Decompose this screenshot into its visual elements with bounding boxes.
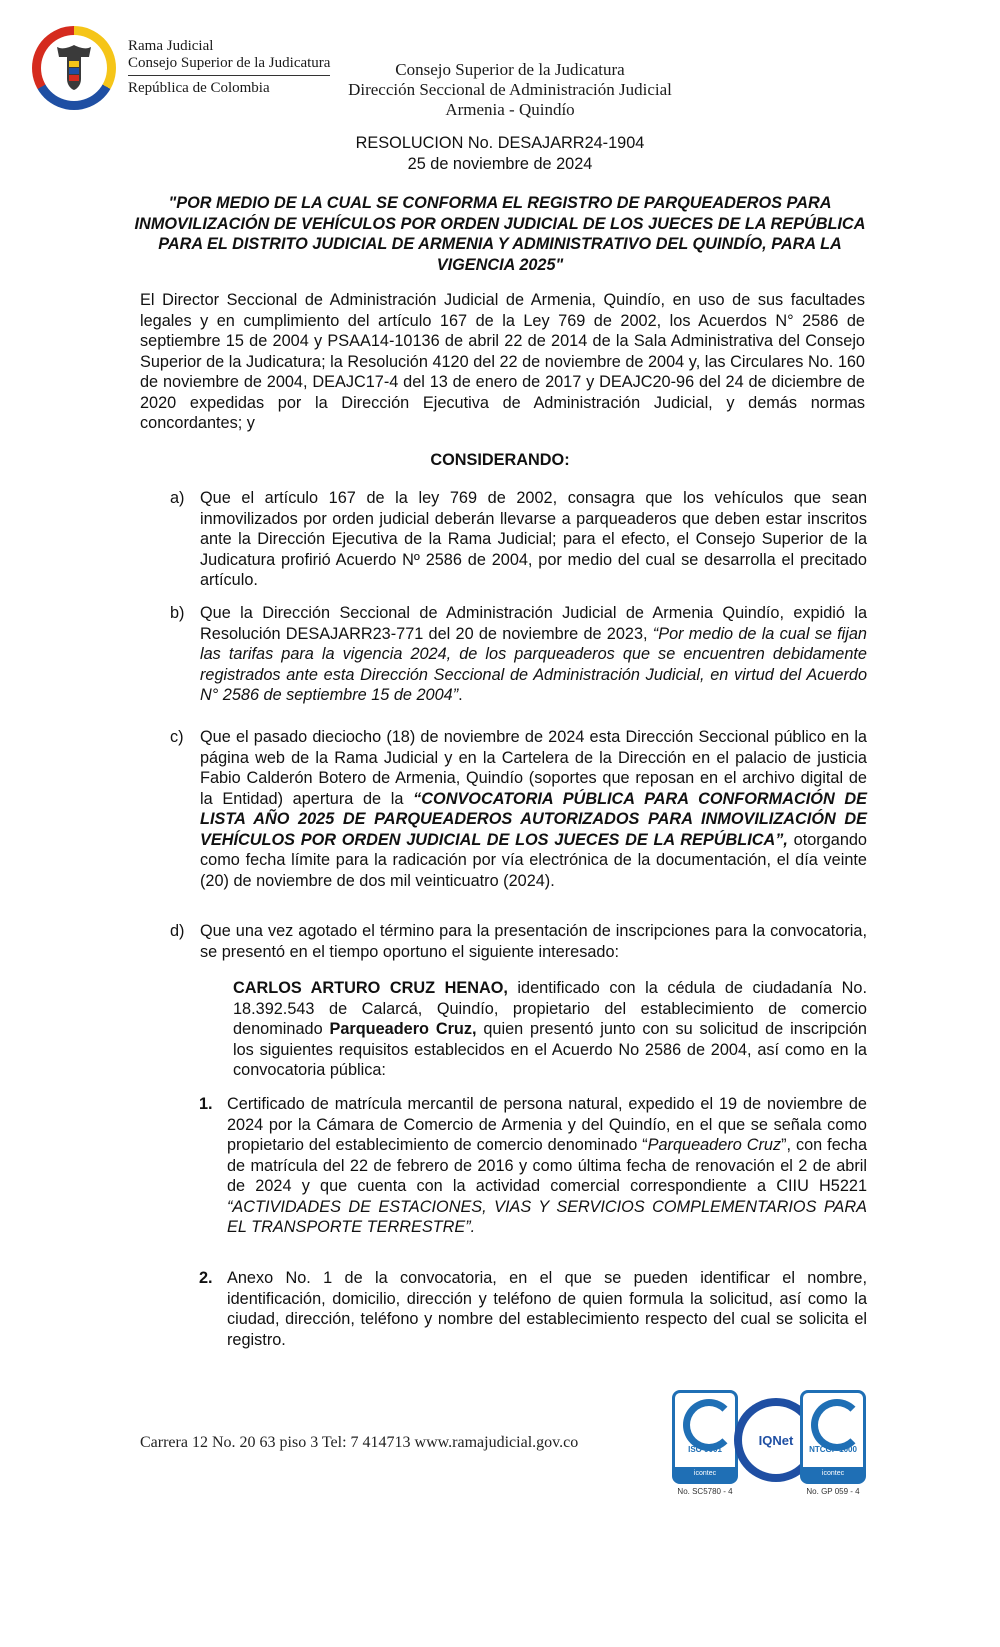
rama-judicial-logo <box>32 26 342 116</box>
item-marker: a) <box>170 489 185 507</box>
requirement-italic-part: “ACTIVIDADES DE ESTACIONES, VIAS Y SERVICIOS COMPLEMENTARIOS PARA EL TRANSPORTE TERRESTRE”. <box>227 1197 867 1236</box>
considerando-item-a <box>170 488 867 591</box>
coat-of-arms-icon <box>32 26 116 110</box>
requirement-text-part: Certificado de matrícula mercantil de persona natural, expedido el 19 de noviembre de 2024 por la Cámara de Comercio de Armenia y del Quindío, en el que se señala como propietario del establecimiento de comercio denominado “ <box>227 1095 867 1154</box>
item-text-end: . <box>458 686 463 704</box>
title-text: POR MEDIO DE LA CUAL SE CONFORMA EL REGISTRO DE PARQUEADEROS PARA INMOVILIZACIÓN DE VEHÍCULOS POR ORDEN JUDICIAL DE LOS JUECES DE LA REPÚBLICA PARA EL DISTRITO JUDICIAL DE ARMENIA Y ADMINISTRATIVO DEL QUINDÍO, PARA LA VIGENCIA 2025 <box>134 194 866 274</box>
item-text-plain: Que el pasado dieciocho (18) de noviembre de 2024 esta Dirección Seccional público en la página web de la Rama Judicial y en la Cartelera de la Dirección en el palacio de justicia Fabio Calderón Botero de Armenia, Quindío (soportes que reposan en el archivo digital de la Entidad) apertura de la <box>200 728 867 808</box>
requirement-text <box>227 1094 867 1238</box>
resolution-number: RESOLUCION No. DESAJARR24-1904 <box>355 134 645 152</box>
item-text <box>200 727 867 891</box>
considerando-item-d <box>170 921 867 962</box>
requirement-italic-part: Parqueadero Cruz <box>647 1136 782 1154</box>
considerando-item-b <box>170 603 867 706</box>
applicant-paragraph <box>233 978 867 1081</box>
item-text-plain: Que la Dirección Seccional de Administración Judicial de Armenia Quindío, expidió la Resolución DESAJARR23-771 del 20 de noviembre de 2023, <box>200 604 867 643</box>
iso-9001-seal <box>672 1390 738 1496</box>
item-text: Que una vez agotado el término para la presentación de inscripciones para la convocatoria, se presentó en el tiempo oportuno el siguiente interesado: <box>200 922 867 961</box>
item-text: Que el artículo 167 de la ley 769 de 2002, consagra que los vehículos que sean inmovilizados por orden judicial deberán llevarse a parqueaderos que deben estar inscritos ante la Dirección Ejecutiva de la Rama Judicial; para el efecto, el Consejo Superior de la Judicatura profirió Acuerdo Nº 2586 de 2004, por medio del cual se desarrolla el precitado artículo. <box>200 489 867 589</box>
intro-paragraph: El Director Seccional de Administración Judicial de Armenia, Quindío, en uso de sus facultades legales y en cumplimiento del artículo 167 de la Ley 769 de 2002, los Acuerdos N° 2586 de septiembre 15 de 2004 y PSAA14-10136 de abril 22 de 2014 de la Sala Administrativa del Consejo Superior de la Judicatura; la Resolución 4120 del 22 de noviembre de 2004 y, las Circulares No. 160 de noviembre de 2004, DEAJC17-4 del 13 de enero de 2017 y DEAJC20-96 del 24 de diciembre de 2020 expedidas por la Dirección Ejecutiva de Administración Judicial, y demás normas concordantes; y <box>140 291 865 432</box>
requirement-text-part: ”, con fecha de matrícula del 22 de febrero de 2016 y como última fecha de renovación el 2 de abril de 2024 y que cuenta con la actividad comercial correspondiente a CIIU H5221 <box>227 1136 867 1195</box>
ntcgp-cert-number: No. GP 059 - 4 <box>806 1487 860 1496</box>
office-line-1: Consejo Superior de la Judicatura <box>395 60 625 79</box>
office-line-3: Armenia - Quindío <box>445 100 575 119</box>
title-close-quote: " <box>555 255 564 274</box>
applicant-text-1: identificado con la cédula de ciudadanía No. 18.392.543 de Calarcá, Quindío, propietario del establecimiento de comercio denominado <box>233 979 867 1038</box>
requirement-text: Anexo No. 1 de la convocatoria, en el que se pueden identificar el nombre, identificación, domicilio, dirección y teléfono de quien formula la solicitud, así como la ciudad, dirección, teléfono y nombre del establecimiento respecto del cual se solicita el registro. <box>227 1269 867 1349</box>
convocatoria-title: “CONVOCATORIA PÚBLICA PARA CONFORMACIÓN DE LISTA AÑO 2025 DE PARQUEADEROS AUTORIZADOS PARA INMOVILIZACIÓN DE VEHÍCULOS POR ORDEN JUDICIAL DE LOS JUECES DE LA REPÚBLICA”, <box>200 789 867 849</box>
iso-label: ISO 9001 <box>688 1445 722 1454</box>
item-marker: b) <box>170 604 185 622</box>
iso-cert-number: No. SC5780 - 4 <box>677 1487 733 1496</box>
office-line-2: Dirección Seccional de Administración Judicial <box>348 80 672 99</box>
ntcgp-1000-seal <box>800 1390 866 1496</box>
resolution-title <box>130 193 870 275</box>
item-text-end: otorgando como fecha límite para la radicación por vía electrónica de la documentación, el día veinte (20) de noviembre de dos mil veinticuatro (2024). <box>200 830 867 890</box>
footer-contact: Carrera 12 No. 20 63 piso 3 Tel: 7 414713 www.ramajudicial.gov.co <box>140 1434 579 1451</box>
logo-line-3: República de Colombia <box>128 80 270 96</box>
applicant-name: CARLOS ARTURO CRUZ HENAO, <box>233 979 508 997</box>
considerando-item-c <box>170 727 867 891</box>
icontec-brand: icontec <box>803 1467 863 1481</box>
considerando-heading: CONSIDERANDO: <box>430 451 570 469</box>
icontec-iso-icon <box>672 1390 738 1484</box>
applicant-text-2: quien presentó junto con su solicitud de inscripción los siguientes requisitos establecidos en el Acuerdo No 2586 de 2004, así como en la convocatoria pública: <box>233 1020 867 1079</box>
requirement-number: 1. <box>199 1095 213 1113</box>
ntcgp-label: NTCGP 1000 <box>809 1445 857 1454</box>
icontec-brand: icontec <box>675 1467 735 1481</box>
resolution-quote: “Por medio de la cual se fijan las tarifas para la vigencia 2024, de los parqueaderos que se encuentren debidamente registrados ante esta Dirección Seccional de Administración Judicial, en virtud del Acuerdo N° 2586 de septiembre 15 de 2004” <box>200 624 867 704</box>
title-open-quote: " <box>168 194 177 212</box>
establishment-name: Parqueadero Cruz, <box>329 1020 477 1038</box>
issuing-office <box>300 60 720 120</box>
resolution-date: 25 de noviembre de 2024 <box>407 154 593 173</box>
resolution-heading <box>250 133 750 174</box>
logo-line-2: Consejo Superior de la Judicatura <box>128 55 330 76</box>
iqnet-label: IQNet <box>758 1433 794 1448</box>
item-marker: d) <box>170 922 185 940</box>
item-text <box>200 603 867 706</box>
requirement-item-2 <box>199 1268 867 1350</box>
icontec-ntcgp-icon <box>800 1390 866 1484</box>
item-marker: c) <box>170 728 184 746</box>
requirement-item-1 <box>199 1094 867 1238</box>
requirement-number: 2. <box>199 1269 213 1287</box>
logo-line-1: Rama Judicial <box>128 38 214 54</box>
